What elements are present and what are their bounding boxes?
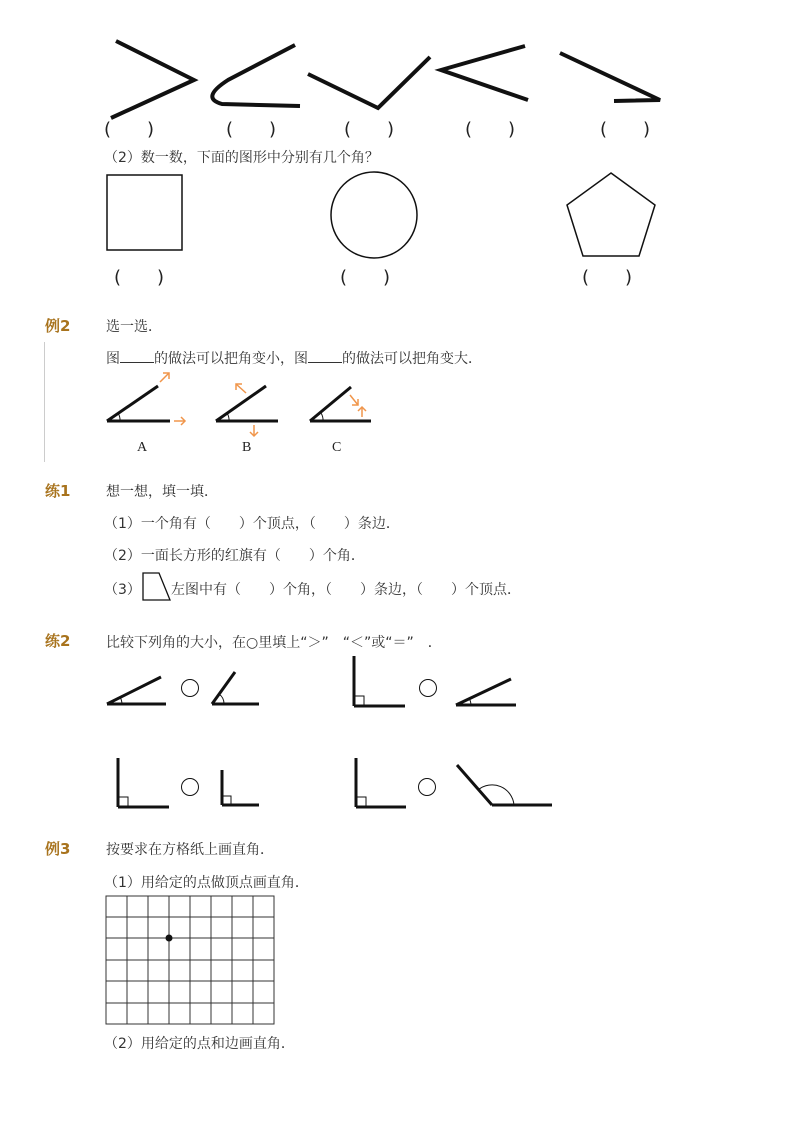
square-answer-paren[interactable]: ( ) — [114, 267, 165, 288]
answer-paren-4[interactable]: ( ) — [465, 119, 516, 140]
ex2-sentence-part-c: 的做法可以把角变大． — [342, 351, 482, 367]
ex3-title: 按要求在方格纸上画直角． — [106, 842, 274, 858]
pr1-question-3-text: 左图中有（ ）个角，（ ）条边，（ ）个顶点． — [171, 582, 521, 598]
answer-paren-3[interactable]: ( ) — [344, 119, 395, 140]
ex3-question-1: （1）用给定的点做顶点画直角． — [104, 875, 309, 891]
answer-paren-5[interactable]: ( ) — [600, 119, 651, 140]
pr2-title: 比较下列角的大小，在○里填上“＞” “＜”或“＝” ． — [106, 635, 442, 651]
pr1-question-2: （2）一面长方形的红旗有（ ）个角． — [104, 548, 365, 564]
ex2-option-a[interactable]: A — [137, 440, 148, 455]
answer-paren-1[interactable]: ( ) — [104, 119, 155, 140]
pr1-question-1: （1）一个角有（ ）个顶点，（ ）条边． — [104, 516, 400, 532]
section-label-pr2: 练2 — [45, 632, 71, 650]
question-2-text: （2）数一数，下面的图形中分别有几个角？ — [104, 150, 379, 166]
pr1-question-3-prefix: （3） — [104, 582, 141, 598]
ex2-title: 选一选． — [106, 319, 162, 335]
pr1-title: 想一想，填一填． — [106, 484, 218, 500]
circle-answer-paren[interactable]: ( ) — [340, 267, 391, 288]
ex2-option-c[interactable]: C — [332, 440, 342, 455]
ex2-sentence-part-b: 的做法可以把角变小，图 — [154, 351, 308, 367]
ex3-question-2: （2）用给定的点和边画直角． — [104, 1036, 295, 1052]
section-label-pr1: 练1 — [45, 482, 71, 500]
ex2-option-b[interactable]: B — [242, 440, 252, 455]
pentagon-answer-paren[interactable]: ( ) — [582, 267, 633, 288]
answer-paren-2[interactable]: ( ) — [226, 119, 277, 140]
section-label-ex2: 例2 — [45, 317, 71, 335]
section-label-ex3: 例3 — [45, 840, 71, 858]
grid-given-point — [166, 935, 173, 942]
ex2-sentence-part-a: 图 — [106, 351, 120, 367]
